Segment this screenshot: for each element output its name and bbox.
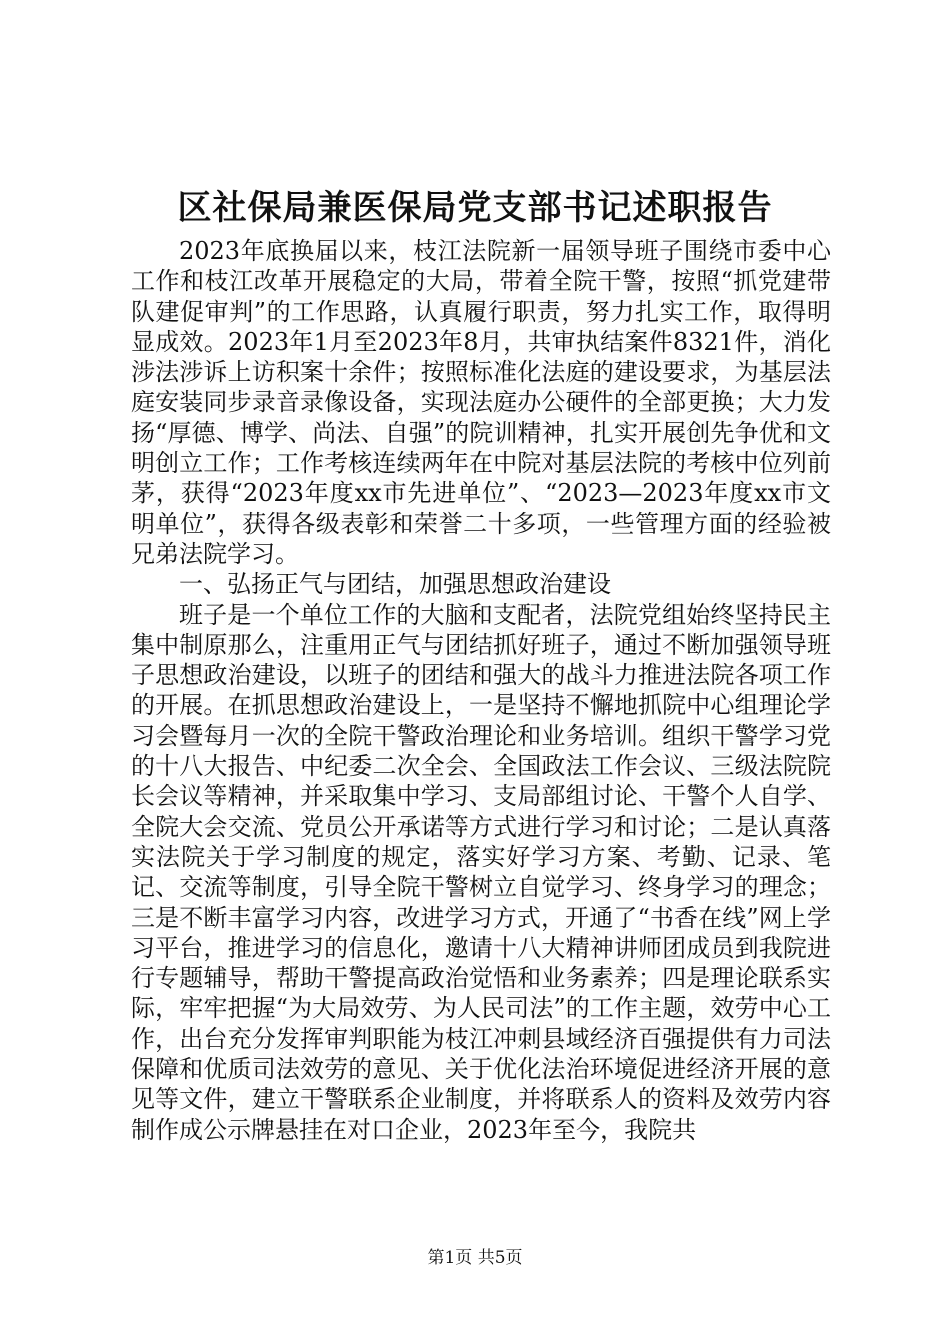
paragraph-intro: 2023年底换届以来，枝江法院新一届领导班子围绕市委中心工作和枝江改革开展稳定的大局，带着全院干警，按照“抓党建带队建促审判”的工作思路，认真履行职责，努力扎实工作，取得明显成效。2023年1月至2023年8月，共审执结案件8321件，消化涉法涉诉上访积案十余件；按照标准化法庭的建设要求，为基层法庭安装同步录音录像设备，实现法庭办公硬件的全部更换；大力发扬“厚德、博学、尚法、自强”的院训精神，扎实开展创先争优和文明创立工作；工作考核连续两年在中院对基层法院的考核中位列前茅，获得“2023年度xx市先进单位”、“2023—2023年度xx市文明单位”，获得各级表彰和荣誉二十多项，一些管理方面的经验被兄弟法院学习。 [131,237,831,568]
document-title: 区社保局兼医保局党支部书记述职报告 [177,188,773,228]
paragraph-section-1: 班子是一个单位工作的大脑和支配者，法院党组始终坚持民主集中制原那么，注重用正气与团结抓好班子，通过不断加强领导班子思想政治建设，以班子的团结和强大的战斗力推进法院各项工作的开展。在抓思想政治建设上，一是坚持不懈地抓院中心组理论学习会暨每月一次的全院干警政治理论和业务培训。组织干警学习党的十八大报告、中纪委二次全会、全国政法工作会议、三级法院院长会议等精神，并采取集中学习、支局部组讨论、干警个人自学、全院大会交流、党员公开承诺等方式进行学习和讨论；二是认真落实法院关于学习制度的规定，落实好学习方案、考勤、记录、笔记、交流等制度，引导全院干警树立自觉学习、终身学习的理念；三是不断丰富学习内容，改进学习方式，开通了“书香在线”网上学习平台，推进学习的信息化，邀请十八大精神讲师团成员到我院进行专题辅导，帮助干警提高政治觉悟和业务素养；四是理论联系实际，牢牢把握“为大局效劳、为人民司法”的工作主题，效劳中心工作，出台充分发挥审判职能为枝江冲刺县域经济百强提供有力司法保障和优质司法效劳的意见、关于优化法治环境促进经济开展的意见等文件，建立干警联系企业制度，并将联系人的资料及效劳内容制作成公示牌悬挂在对口企业，2023年至今，我院共 [131,600,831,1144]
section-heading-1: 一、弘扬正气与团结，加强思想政治建设 [179,570,611,599]
document-body [131,236,831,1145]
page-number-footer: 第1页 共5页 [427,1248,523,1268]
